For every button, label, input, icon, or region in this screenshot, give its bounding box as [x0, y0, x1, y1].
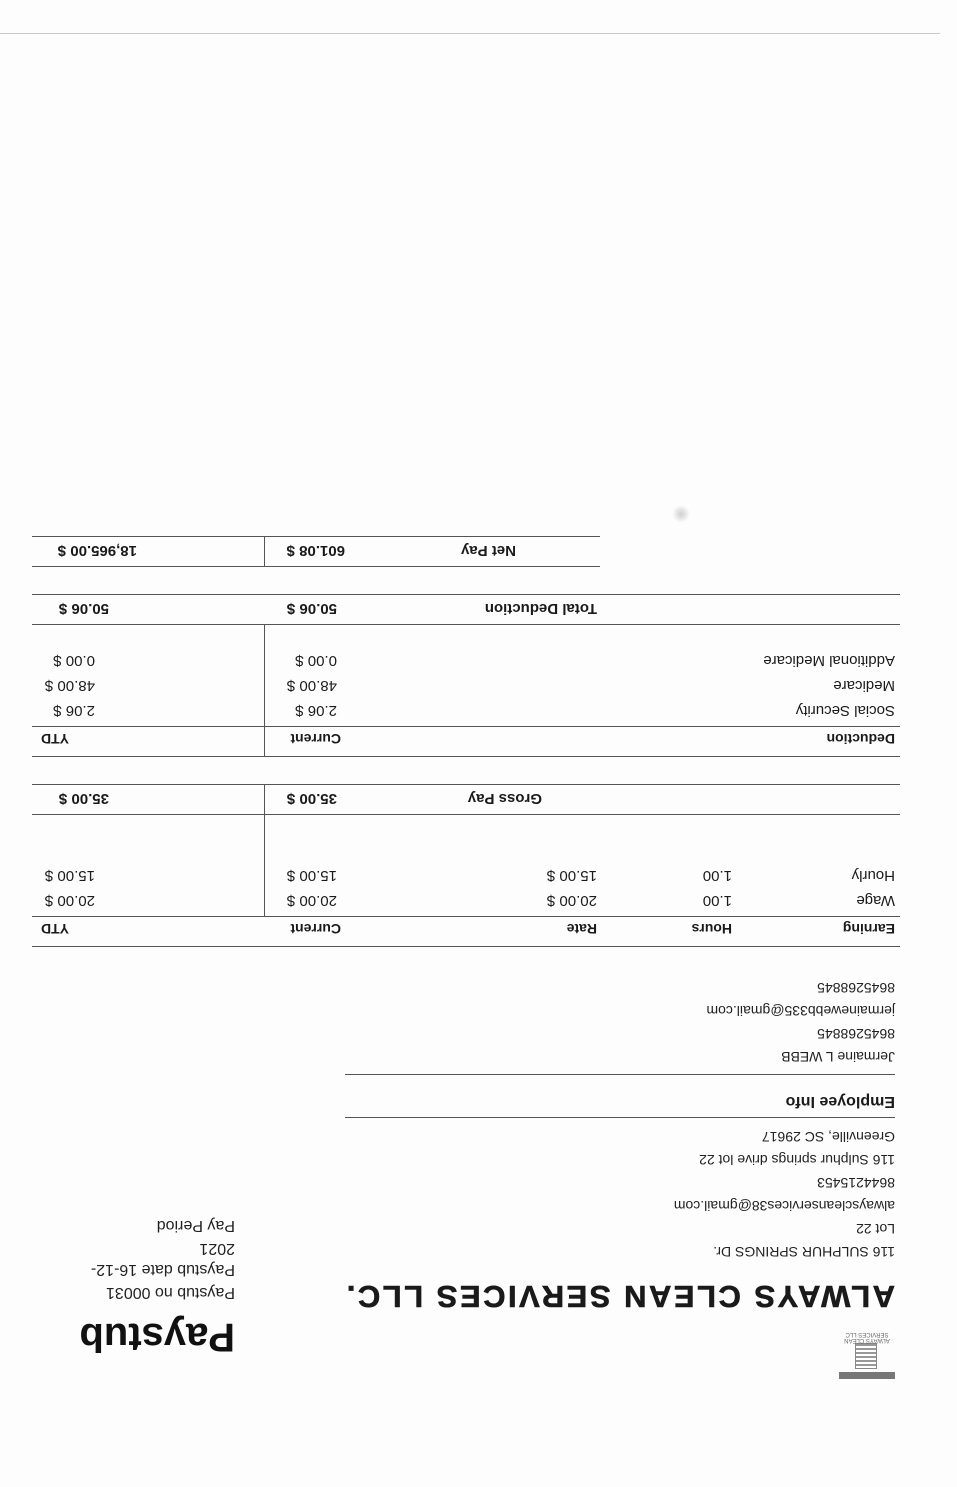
- earning-current: 15.00 $: [286, 867, 337, 884]
- earnings-header-current: Current: [290, 921, 341, 937]
- gross-bottom-rule: [32, 784, 900, 785]
- deduction-ytd: 0.00 $: [53, 652, 95, 669]
- net-pay-top-rule: [32, 566, 600, 567]
- deductions-header-deduction: Deduction: [826, 731, 895, 747]
- company-logo: ALWAYS CLEAN SERVICES LLC: [839, 1327, 895, 1379]
- deduction-ytd: 48.00 $: [44, 677, 95, 694]
- company-street: 116 Sulphur springs drive lot 22: [699, 1152, 895, 1168]
- employee-info-top-rule: [345, 1117, 895, 1118]
- earnings-column-divider: [264, 785, 265, 917]
- employee-info-heading: Employee Info: [785, 1093, 895, 1110]
- net-pay-bottom-rule: [32, 536, 600, 537]
- paystub-date-year: 2021: [199, 1240, 235, 1257]
- earning-rate: 15.00 $: [546, 867, 597, 884]
- gross-pay-label: Gross Pay: [467, 790, 542, 807]
- earnings-header-earning: Earning: [842, 921, 895, 937]
- company-email: alwayscleanservices38@gmail.com: [673, 1198, 895, 1214]
- employee-name: Jermaine L WEBB: [781, 1049, 895, 1065]
- earnings-header-rule: [32, 916, 900, 917]
- deduction-name: Medicare: [833, 677, 895, 694]
- deductions-header-ytd: YTD: [41, 731, 69, 747]
- company-address-line2: Lot 22: [856, 1221, 895, 1237]
- gross-pay-current: 35.00 $: [286, 790, 337, 807]
- net-pay-ytd: 18,965.00 $: [57, 542, 137, 559]
- total-deduction-ytd: 50.06 $: [58, 600, 109, 617]
- employee-info-bottom-rule: [345, 1074, 895, 1075]
- deduction-current: 48.00 $: [286, 677, 337, 694]
- deductions-top-rule: [32, 756, 900, 757]
- earning-ytd: 15.00 $: [44, 867, 95, 884]
- earning-current: 20.00 $: [286, 892, 337, 909]
- employee-email: jermainewebb335@gmail.com: [706, 1003, 895, 1019]
- deductions-column-divider: [264, 625, 265, 757]
- employee-phone-2: 8645268845: [817, 980, 895, 996]
- earning-name: Wage: [856, 892, 895, 909]
- employee-phone: 8645268845: [817, 1026, 895, 1042]
- net-pay-column-divider: [264, 537, 265, 567]
- gross-top-rule: [32, 814, 900, 815]
- deductions-header-current: Current: [290, 731, 341, 747]
- company-city: Greenville, SC 29617: [761, 1129, 895, 1145]
- company-phone: 8644215453: [817, 1175, 895, 1191]
- gross-pay-ytd: 35.00 $: [58, 790, 109, 807]
- paystub-number: Paystub no 00031: [106, 1284, 235, 1301]
- paystub-date: Paystub date 16-12-: [90, 1261, 235, 1278]
- earnings-top-rule: [32, 946, 900, 947]
- pay-period: Pay Period: [156, 1217, 235, 1234]
- earning-ytd: 20.00 $: [44, 892, 95, 909]
- earnings-header-ytd: YTD: [41, 921, 69, 937]
- earnings-header-hours: Hours: [691, 921, 732, 937]
- total-deduction-current: 50.06 $: [286, 600, 337, 617]
- deduction-name: Additional Medicare: [763, 652, 895, 669]
- earning-hours: 1.00: [702, 867, 732, 884]
- earning-rate: 20.00 $: [546, 892, 597, 909]
- net-pay-current: 601.08 $: [286, 542, 345, 559]
- earning-name: Hourly: [851, 867, 895, 884]
- deduction-ytd: 2.06 $: [53, 702, 95, 719]
- total-deduction-label: Total Deduction: [484, 600, 597, 617]
- company-address-line1: 116 SULPHUR SPRINGS Dr.: [713, 1244, 895, 1260]
- total-deduction-top-rule: [32, 624, 900, 625]
- deductions-header-rule: [32, 726, 900, 727]
- deduction-current: 0.00 $: [295, 652, 337, 669]
- earnings-header-rate: Rate: [566, 921, 597, 937]
- total-deduction-bottom-rule: [32, 594, 900, 595]
- company-name: ALWAYS CLEAN SERVICES LLC.: [344, 1279, 895, 1314]
- paystub-title: Paystub: [79, 1315, 235, 1359]
- net-pay-label: Net Pay: [460, 542, 516, 559]
- deduction-current: 2.06 $: [295, 702, 337, 719]
- deduction-name: Social Security: [795, 702, 895, 719]
- earning-hours: 1.00: [702, 892, 732, 909]
